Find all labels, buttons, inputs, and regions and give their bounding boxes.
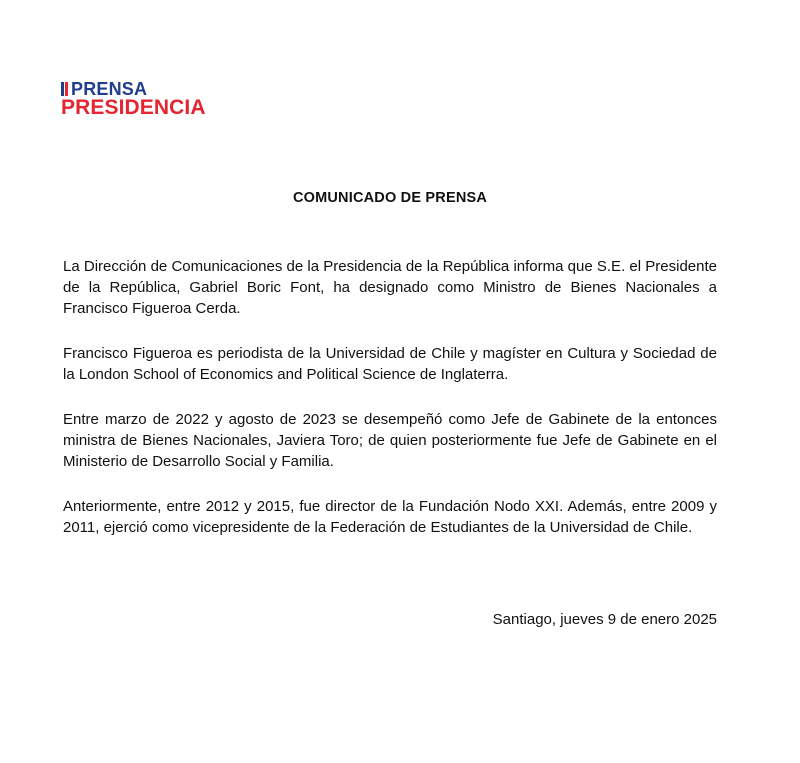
press-release-body: [63, 256, 717, 562]
prensa-presidencia-logo: [61, 80, 231, 120]
page-title: COMUNICADO DE PRENSA: [292, 190, 488, 206]
date-signature: Santiago, jueves 9 de enero 2025: [492, 611, 717, 628]
paragraph-4: Anteriormente, entre 2012 y 2015, fue director de la Fundación Nodo XXI. Además, entre 2009 y 2011, ejerció como vicepresidente de la Federación de Estudiantes de la Universidad de Chile.: [63, 498, 717, 536]
logo-prensa-text: PRENSA: [71, 79, 148, 99]
paragraph-1: La Dirección de Comunicaciones de la Presidencia de la República informa que S.E. el Presidente de la República, Gabriel Boric Font, ha designado como Ministro de Bienes Nacionales a Francisco Figueroa Cerda.: [63, 258, 717, 317]
flag-icon: [61, 82, 69, 96]
logo-presidencia-text: PRESIDENCIA: [61, 96, 206, 119]
paragraph-3: Entre marzo de 2022 y agosto de 2023 se desempeñó como Jefe de Gabinete de la entonces ministra de Bienes Nacionales, Javiera Toro; de quien posteriormente fue Jefe de Gabinete en el Ministerio de Desarrollo Social y Familia.: [63, 411, 717, 470]
paragraph-2: Francisco Figueroa es periodista de la Universidad de Chile y magíster en Cultura y Sociedad de la London School of Economics and Political Science de Inglaterra.: [63, 345, 717, 383]
